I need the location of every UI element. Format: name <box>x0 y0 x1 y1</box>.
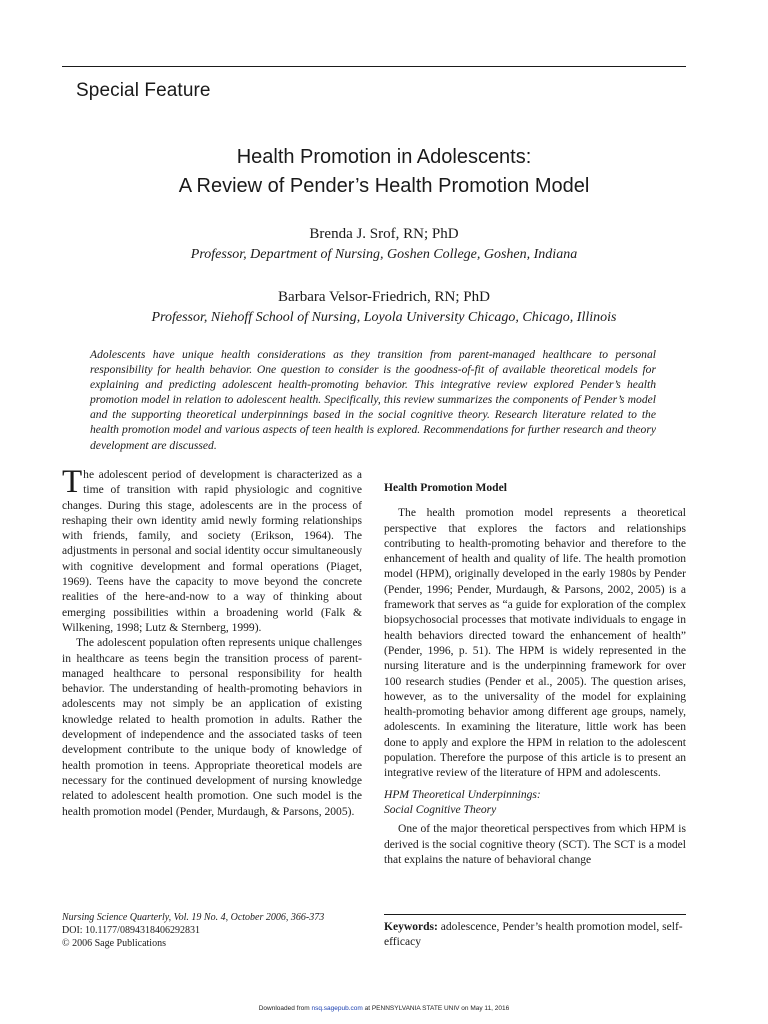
intro-paragraph-1-text: he adolescent period of development is characterized as a time of transition with rapid physiologic and cognitive changes. During this stage, adolescents are in the process of reshaping their own identity amid newly forming relationships with friends, family, and society (Erikson, 1964). The adjustments in personal and social identity occur simultaneously with cognitive development and formal operations (Piaget, 1969). Teens have the capacity to move beyond the concrete realities of the here-and-now to a way of thinking about emerging possibilities within a broadening world (Falk & Wilkening, 1998; Lutz & Sternberg, 1999). <box>62 469 362 634</box>
keywords-list: adolescence, Pender’s health promotion model, self-efficacy <box>384 921 683 949</box>
article-title-line-1: Health Promotion in Adolescents: <box>236 146 532 168</box>
download-notice <box>0 1005 768 1012</box>
hpm-paragraph: The health promotion model represents a theoretical perspective that explores the factors and relationships contributing to health-promoting behavior and therefore to the enhancement of health and quality of life. The health promotion model (HPM), originally developed in the early 1980s by Pender (Pender, 1996; Pender, Murdaugh, & Parsons, 2002, 2005) is a framework that serves as “a guide for exploration of the complex biopsychosocial processes that motivate individuals to engage in health behaviors directed toward the enhancement of health” (Pender, 1996, p. 51). The HPM is widely represented in the nursing literature and is the underpinning framework for over 100 research studies (Pender et al., 2005). The question arises, however, as to the universality of the model for explaining health-promoting behavior among different age groups, namely, adolescents. In examining the literature, little work has been done to apply and explore the HPM in relation to the adolescent population. Therefore the purpose of this article is to present an integrative review of the literature of HPM and adolescents. <box>384 507 686 780</box>
right-column <box>384 481 686 868</box>
section-heading-hpm: Health Promotion Model <box>384 482 507 494</box>
drop-cap: T <box>62 464 83 500</box>
left-column <box>62 464 362 820</box>
download-link[interactable]: nsq.sagepub.com <box>311 1005 363 1012</box>
download-suffix: at PENNSYLVANIA STATE UNIV on May 11, 2016 <box>364 1005 510 1012</box>
subheading-line-2: Social Cognitive Theory <box>384 803 497 816</box>
author-affiliation-2: Professor, Niehoff School of Nursing, Loyola University Chicago, Chicago, Illinois <box>151 310 617 325</box>
author-name-1: Brenda J. Srof, RN; PhD <box>309 226 459 242</box>
doi: DOI: 10.1177/0894318406292831 <box>62 925 200 936</box>
top-rule <box>62 66 686 67</box>
subheading-line-1: HPM Theoretical Underpinnings: <box>384 788 541 801</box>
author-affiliation-1: Professor, Department of Nursing, Goshen College, Goshen, Indiana <box>190 247 578 262</box>
copyright: © 2006 Sage Publications <box>62 938 166 949</box>
publication-info <box>62 911 324 950</box>
keywords-rule <box>384 914 686 915</box>
keywords-label: Keywords: <box>384 921 438 933</box>
section-label: Special Feature <box>76 80 211 101</box>
sct-paragraph: One of the major theoretical perspectives from which HPM is derived is the social cognitive theory (SCT). The SCT is a model that explains the nature of behavioral change <box>384 823 686 866</box>
download-prefix: Downloaded from <box>258 1005 310 1012</box>
keywords <box>384 920 686 951</box>
intro-paragraph-2: The adolescent population often represents unique challenges in healthcare as teens begin the transition process of parent-managed healthcare to personal responsibility for health behavior. The understanding of health-promoting behaviors in adolescents may not simply be an application of existing knowledge related to health promotion in adults. Rather the development of independence and the associated tasks of teen development contribute to the unique body of knowledge of health promotion in teens. Appropriate theoretical models are necessary for the continued development of nursing knowledge related to adolescent health promotion. One such model is the health promotion model (Pender, Murdaugh, & Parsons, 2005). <box>62 637 362 818</box>
intro-paragraph-1 <box>62 464 362 636</box>
author-name-2: Barbara Velsor-Friedrich, RN; PhD <box>278 289 490 305</box>
abstract: Adolescents have unique health considerations as they transition from parent-managed healthcare to personal responsibility for health behavior. One question to consider is the goodness-of-fit of available theoretical models for explaining and predicting adolescent health-promoting behavior. This integrative review explored Pender’s health promotion model in relation to adolescent health. Specifically, this review summarizes the components of Pender’s model and the supporting theoretical underpinnings based in the social cognitive theory. Research literature related to the health promotion model and various aspects of teen health is explored. Recommendations for further research and theory development are discussed. <box>90 348 656 452</box>
article-title-line-2: A Review of Pender’s Health Promotion Model <box>178 175 590 197</box>
journal-citation: Nursing Science Quarterly, Vol. 19 No. 4, October 2006, 366-373 <box>62 912 325 923</box>
